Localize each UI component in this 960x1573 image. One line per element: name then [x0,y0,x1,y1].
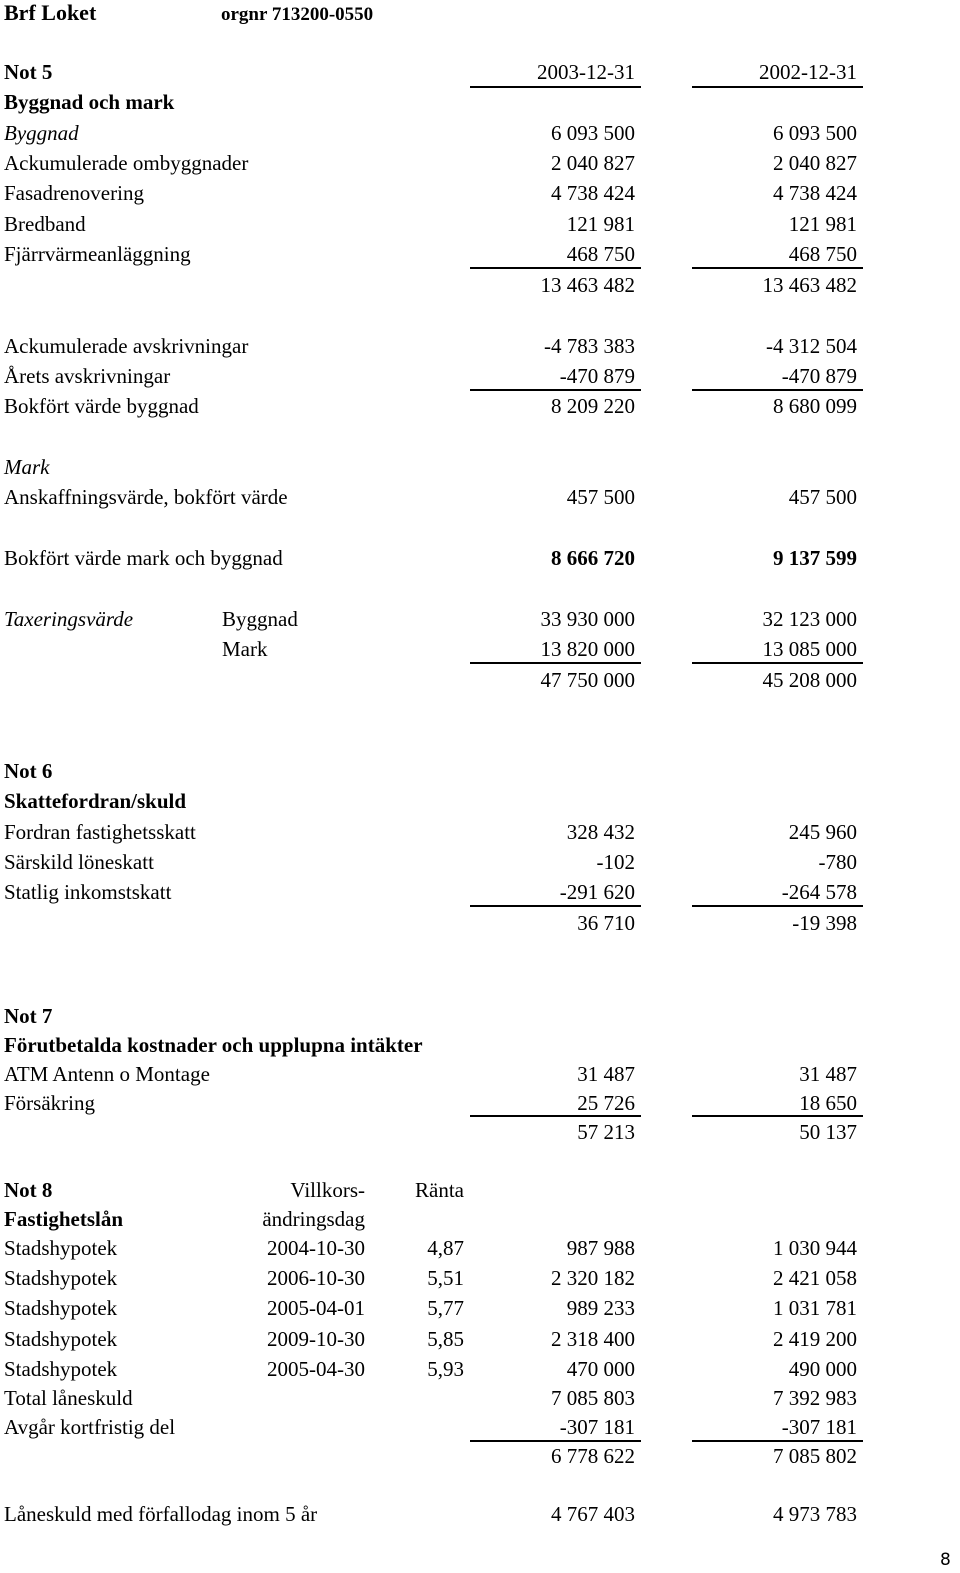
row-label: Ackumulerade ombyggnader [4,151,249,175]
loan-value-2003: 470 000 [566,1357,635,1381]
short-term-2003: -307 181 [559,1415,635,1439]
row-value-2003: 468 750 [566,242,635,266]
mark-heading: Mark [4,455,50,479]
row-label: Försäkring [4,1091,95,1115]
book-total-2002: 9 137 599 [773,546,857,570]
subtotal-2002: 13 463 482 [762,273,857,297]
column-date-2003: 2003-12-31 [537,60,635,84]
underline [692,86,863,88]
subtotal-2003: 13 463 482 [540,273,635,297]
loan-value-2002: 490 000 [788,1357,857,1381]
loan-value-2002: 2 419 200 [773,1327,857,1351]
underline [692,389,863,391]
page-number: 8 [940,1550,951,1570]
tax-total-2003: 47 750 000 [540,668,635,692]
row-value-2003: 31 487 [577,1062,635,1086]
underline [470,267,641,269]
underline [692,1115,863,1117]
row-value-2002: 31 487 [799,1062,857,1086]
loan-rate: 4,87 [427,1236,464,1260]
row-value-2003: 8 209 220 [551,394,635,418]
underline [470,905,641,907]
row-value-2002: -264 578 [781,880,857,904]
underline [470,1440,641,1442]
loan-value-2002: 1 031 781 [773,1296,857,1320]
loan-lender: Stadshypotek [4,1236,118,1260]
tax-total-2002: 45 208 000 [762,668,857,692]
row-value-2002: -780 [818,850,857,874]
row-value-2003: 2 040 827 [551,151,635,175]
loan-value-2003: 2 320 182 [551,1266,635,1290]
loan-lender: Stadshypotek [4,1357,118,1381]
loan-value-2003: 987 988 [566,1236,635,1260]
note-6-total-2002: -19 398 [792,911,857,935]
underline [692,1440,863,1442]
within-5-years-2002: 4 973 783 [773,1502,857,1526]
loan-date: 2009-10-30 [267,1327,365,1351]
row-value-2002: 13 085 000 [762,637,857,661]
note-6-title: Skattefordran/skuld [4,789,187,813]
row-value-2002: 18 650 [799,1091,857,1115]
column-date-header-1: Villkors- [290,1178,365,1202]
row-value-2003: -102 [596,850,635,874]
row-value-2002: 2 040 827 [773,151,857,175]
note-7-total-2002: 50 137 [799,1120,857,1144]
total-debt-2002: 7 392 983 [773,1386,857,1410]
net-debt-2003: 6 778 622 [551,1444,635,1468]
note-7-label: Not 7 [4,1004,53,1028]
underline [470,1115,641,1117]
row-label: Anskaffningsvärde, bokfört värde [4,485,288,509]
note-6-total-2003: 36 710 [577,911,635,935]
row-value-2002: 457 500 [788,485,857,509]
loan-value-2002: 2 421 058 [773,1266,857,1290]
org-number: orgnr 713200-0550 [221,4,374,25]
loan-date: 2005-04-01 [267,1296,365,1320]
note-8-title: Fastighetslån [4,1207,124,1231]
row-label: Låneskuld med förfallodag inom 5 år [4,1502,318,1526]
loan-rate: 5,77 [427,1296,464,1320]
row-value-2003: 13 820 000 [540,637,635,661]
row-value-2002: 8 680 099 [773,394,857,418]
loan-date: 2005-04-30 [267,1357,365,1381]
row-label: Statlig inkomstskatt [4,880,172,904]
row-value-2003: 4 738 424 [551,181,635,205]
column-rate-header: Ränta [415,1178,464,1202]
row-label: Fasadrenovering [4,181,144,205]
loan-rate: 5,85 [427,1327,464,1351]
loan-date: 2004-10-30 [267,1236,365,1260]
loan-value-2003: 989 233 [566,1296,635,1320]
row-label: Byggnad [4,121,79,145]
row-value-2003: 328 432 [566,820,635,844]
tax-value-label: Taxeringsvärde [4,607,134,631]
column-date-2002: 2002-12-31 [759,60,857,84]
short-term-2002: -307 181 [781,1415,857,1439]
row-value-2003: -291 620 [559,880,635,904]
row-value-2003: 6 093 500 [551,121,635,145]
loan-lender: Stadshypotek [4,1327,118,1351]
underline [470,86,641,88]
row-label: Bredband [4,212,86,236]
loan-rate: 5,93 [427,1357,464,1381]
row-value-2003: 121 981 [566,212,635,236]
row-label: Bokfört värde byggnad [4,394,199,418]
row-value-2002: 6 093 500 [773,121,857,145]
note-6-label: Not 6 [4,759,53,783]
underline [470,662,641,664]
row-value-2002: -470 879 [781,364,857,388]
row-label: Fjärrvärmeanläggning [4,242,191,266]
row-label: Total låneskuld [4,1386,133,1410]
loan-value-2003: 2 318 400 [551,1327,635,1351]
row-label: Bokfört värde mark och byggnad [4,546,283,570]
row-label: Byggnad [222,607,298,631]
row-label: ATM Antenn o Montage [4,1062,210,1086]
row-value-2002: 4 738 424 [773,181,857,205]
row-label: Ackumulerade avskrivningar [4,334,249,358]
net-debt-2002: 7 085 802 [773,1444,857,1468]
underline [692,267,863,269]
loan-lender: Stadshypotek [4,1296,118,1320]
row-value-2003: 457 500 [566,485,635,509]
row-label: Särskild löneskatt [4,850,154,874]
row-value-2002: 245 960 [788,820,857,844]
underline [692,905,863,907]
total-debt-2003: 7 085 803 [551,1386,635,1410]
note-7-total-2003: 57 213 [577,1120,635,1144]
row-value-2002: -4 312 504 [766,334,857,358]
loan-date: 2006-10-30 [267,1266,365,1290]
row-value-2002: 468 750 [788,242,857,266]
note-5-label: Not 5 [4,60,53,84]
loan-lender: Stadshypotek [4,1266,118,1290]
column-date-header-2: ändringsdag [262,1207,365,1231]
row-label: Avgår kortfristig del [4,1415,176,1439]
loan-value-2002: 1 030 944 [773,1236,857,1260]
row-label: Mark [222,637,268,661]
underline [692,662,863,664]
book-total-2003: 8 666 720 [551,546,635,570]
org-name: Brf Loket [4,0,97,25]
row-value-2003: 33 930 000 [540,607,635,631]
note-8-label: Not 8 [4,1178,53,1202]
row-label: Årets avskrivningar [4,364,171,388]
row-value-2003: -4 783 383 [544,334,635,358]
row-value-2002: 32 123 000 [762,607,857,631]
note-7-title: Förutbetalda kostnader och upplupna intäkter [4,1033,423,1057]
row-value-2003: -470 879 [559,364,635,388]
underline [470,389,641,391]
note-5-title: Byggnad och mark [4,90,175,114]
row-label: Fordran fastighetsskatt [4,820,196,844]
row-value-2002: 121 981 [788,212,857,236]
within-5-years-2003: 4 767 403 [551,1502,635,1526]
row-value-2003: 25 726 [577,1091,635,1115]
loan-rate: 5,51 [427,1266,464,1290]
